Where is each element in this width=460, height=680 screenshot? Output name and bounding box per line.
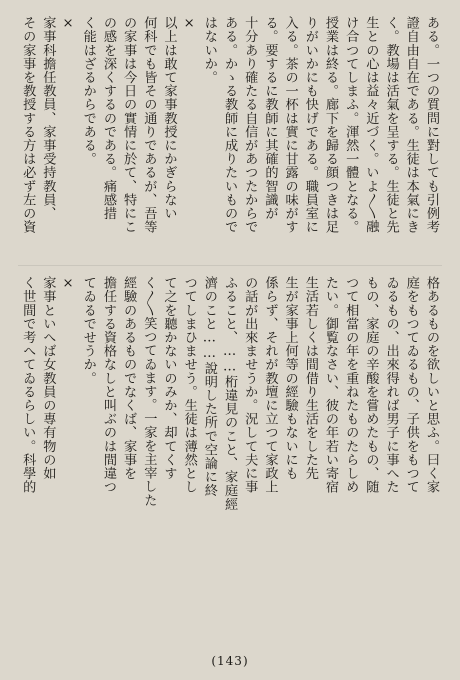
text-column: く。教場は活氣を呈する。生徒と先	[383, 16, 399, 234]
text-column: ×	[181, 16, 197, 32]
text-column: つて相當の年を重ねたものたらしめ	[343, 276, 359, 494]
text-column: りがいかにも快げである。職員室に	[302, 16, 318, 234]
lower-text-block	[18, 276, 442, 636]
text-column: の家事は今日の實情に於て、特にこ	[121, 16, 137, 234]
text-column: 十分あり確たる自信があつたからで	[242, 16, 258, 234]
text-column: の話が出來ませうか。況して夫に事	[242, 276, 258, 494]
text-column: く世間で考へてゐるらしい。科學的	[20, 276, 36, 494]
text-column: 以上は敢て家事教授にかぎらない	[161, 16, 177, 220]
text-column: 生が家事上何等の經驗もないにも	[282, 276, 298, 480]
text-column: く〳〵笑つてゐます。一家を主宰した	[141, 276, 157, 507]
text-column: け合つてしまふ。渾然一體となる。	[343, 16, 359, 234]
text-column: その家事を教授する方は必ず左の資	[20, 16, 36, 234]
section-divider	[18, 265, 442, 266]
text-column: ×	[60, 16, 76, 32]
text-column: の感を深くするのである。痛感措	[100, 16, 116, 220]
text-column: 生活若しくは間借り生活をした先	[302, 276, 318, 480]
text-column: ふること、……桁違見のこと、家庭經	[222, 276, 238, 511]
upper-text-block	[18, 16, 442, 256]
text-column: く能はざるからである。	[80, 16, 96, 166]
text-column: 家事科擔任教員、家事受持教員、	[40, 16, 56, 220]
text-column: 濟のこと……說明した所で空論に終	[201, 276, 217, 498]
text-column: 經驗のあるものでなくば、家事を	[121, 276, 137, 480]
text-column: てゐるでせうか。	[80, 276, 96, 385]
text-column: 入る。茶の一杯は實に甘露の味がす	[282, 16, 298, 234]
page-number: (143)	[211, 654, 249, 668]
text-column: つてしまひませう。生徒は薄然とし	[181, 276, 197, 494]
text-column: 證自由自在である。生徒は本氣にき	[403, 16, 419, 234]
text-column: 何科でも皆その通りであるが、吾等	[141, 16, 157, 234]
text-column: 格あるものを欲しいと思ふ。曰く家	[423, 276, 439, 494]
text-column: はないか。	[201, 16, 217, 84]
text-column: 擔任する資格なしと叫ぶのは間違つ	[100, 276, 116, 494]
text-column: 係らず、それが教壇に立つて家政上	[262, 276, 278, 494]
text-column: 授業は終る。廊下を歸る顔つきは足	[323, 16, 338, 234]
text-column: 庭をもつてゐるもの、子供をもつて	[403, 276, 419, 494]
text-column: もの、家庭の辛酸を嘗めたもの、随	[363, 276, 379, 494]
text-column: たい。御覧なさい、彼の年若い寄宿	[323, 276, 338, 494]
text-column: 生との心は益々近づく。いよ〳〵融	[363, 16, 379, 234]
text-column: ある。かゝる教師に成りたいもので	[222, 16, 238, 234]
text-column: ある。一つの質問に對しても引例考	[423, 16, 439, 234]
text-column: ×	[60, 276, 76, 292]
text-column: て之を聽かないのみか、却てくす	[161, 276, 177, 480]
text-column: 家事といへば女教員の專有物の如	[40, 276, 56, 480]
text-column: ゐるもの、出來得れば男子に事へた	[383, 276, 399, 494]
text-column: る。要するに教師に其確的智識が	[262, 16, 278, 220]
